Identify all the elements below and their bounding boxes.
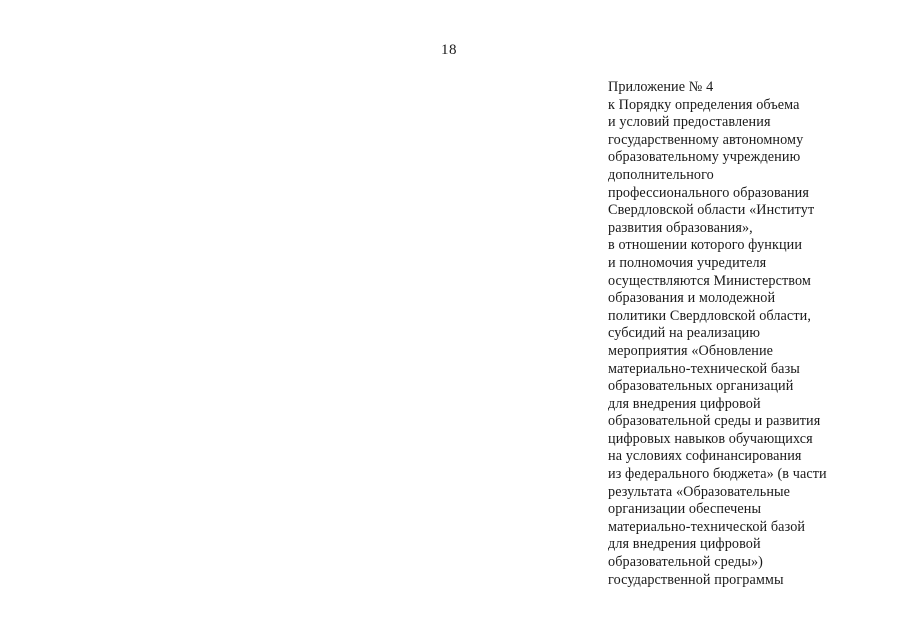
appendix-header-block xyxy=(608,79,898,589)
appendix-line: организации обеспечены xyxy=(608,501,762,518)
appendix-line: к Порядку определения объема xyxy=(608,96,800,113)
appendix-line: образовательной среды») xyxy=(608,554,764,571)
appendix-line: на условиях софинансирования xyxy=(608,448,802,465)
appendix-line: материально-технической базы xyxy=(608,360,800,377)
page-number: 18 xyxy=(441,42,457,58)
appendix-line: результата «Образовательные xyxy=(608,483,791,500)
appendix-line: и условий предоставления xyxy=(608,114,771,131)
appendix-line: образования и молодежной xyxy=(608,290,776,307)
appendix-line: материально-технической базой xyxy=(608,518,806,535)
appendix-line: цифровых навыков обучающихся xyxy=(608,430,813,447)
appendix-line: развития образования», xyxy=(608,219,753,236)
appendix-line: для внедрения цифровой xyxy=(608,536,761,553)
appendix-line: образовательному учреждению xyxy=(608,149,801,166)
appendix-line: Свердловской области «Институт xyxy=(608,202,815,219)
appendix-line: государственному автономному xyxy=(608,131,804,148)
appendix-line: в отношении которого функции xyxy=(608,237,803,254)
appendix-line: для внедрения цифровой xyxy=(608,395,761,412)
appendix-line: и полномочия учредителя xyxy=(608,254,767,271)
appendix-line: политики Свердловской области, xyxy=(608,307,811,324)
appendix-line: образовательных организаций xyxy=(608,378,794,395)
appendix-line: осуществляются Министерством xyxy=(608,272,811,289)
appendix-line: государственной программы xyxy=(608,571,784,588)
appendix-line: Приложение № 4 xyxy=(608,79,714,95)
appendix-line: профессионального образования xyxy=(608,184,809,201)
appendix-line: мероприятия «Обновление xyxy=(608,342,774,359)
appendix-line: из федерального бюджета» (в части xyxy=(608,466,827,483)
appendix-line: образовательной среды и развития xyxy=(608,413,821,430)
appendix-line: субсидий на реализацию xyxy=(608,325,761,342)
appendix-line: дополнительного xyxy=(608,166,714,183)
